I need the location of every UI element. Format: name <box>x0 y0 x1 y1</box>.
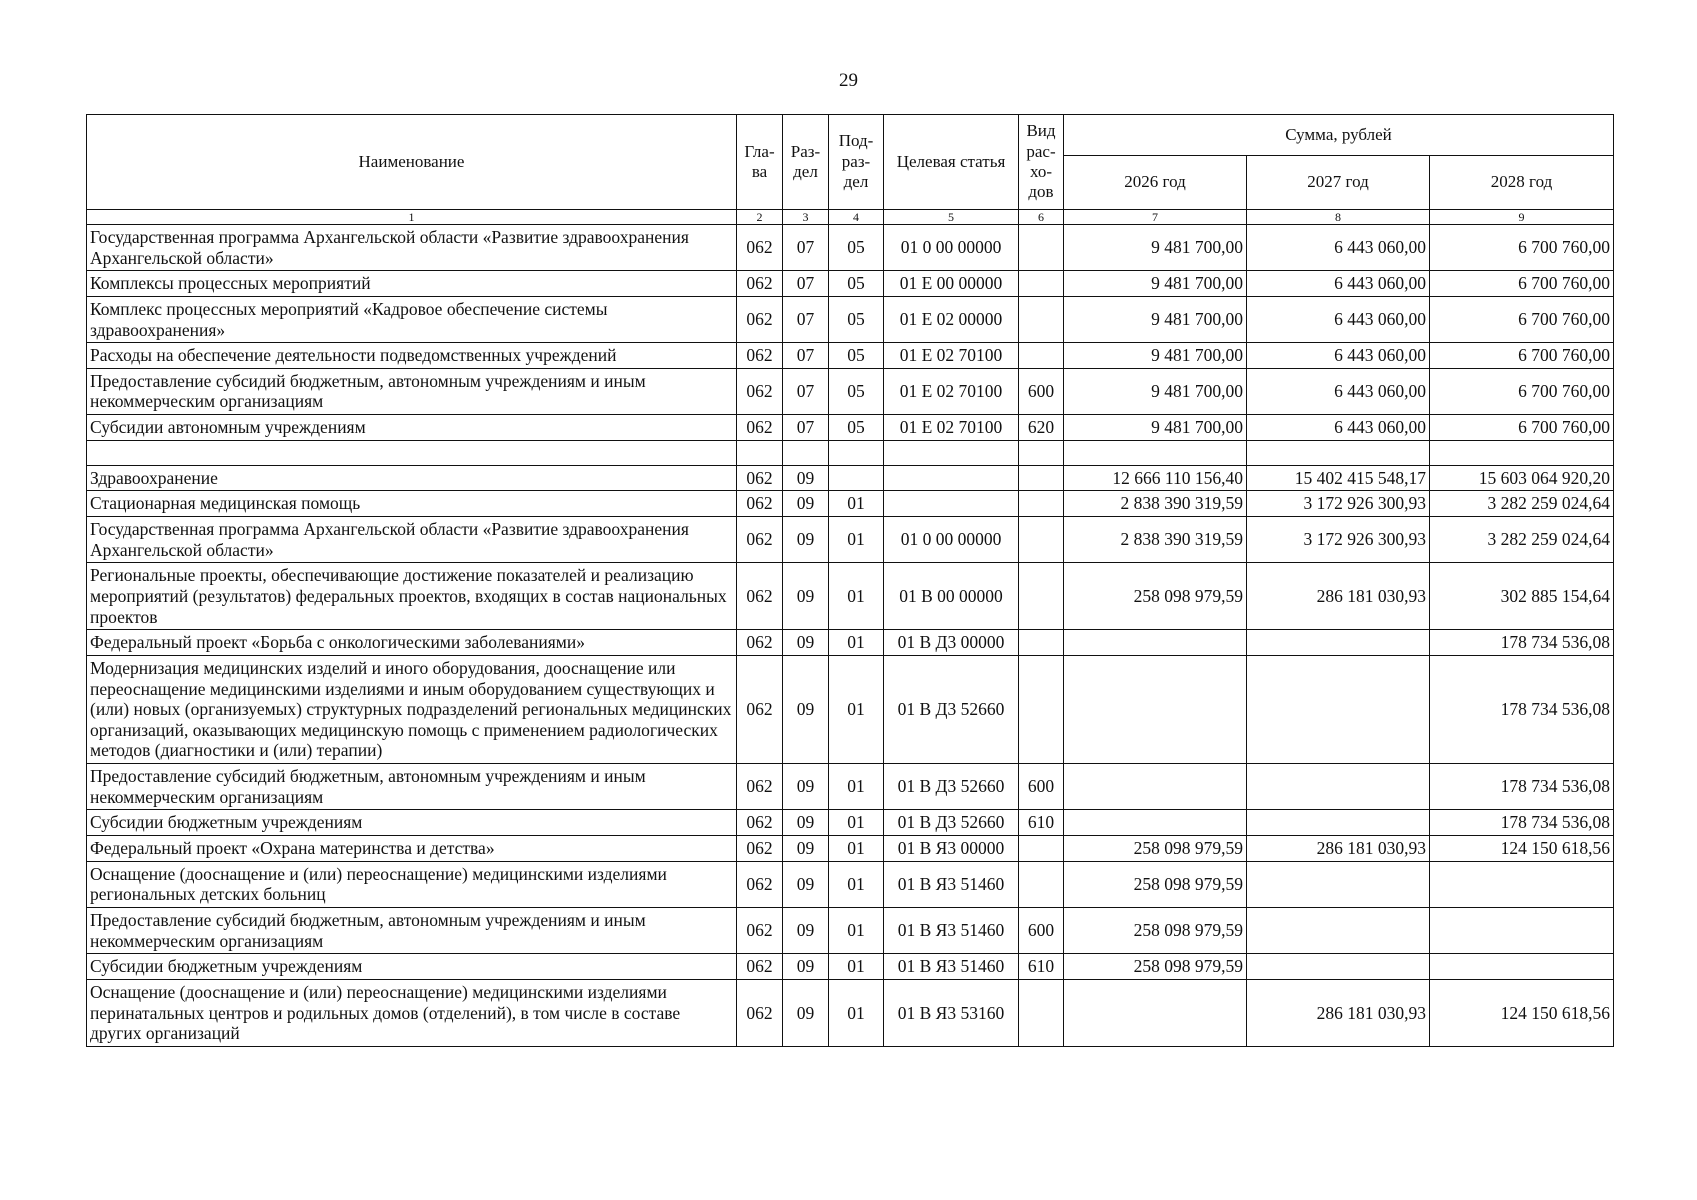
row-glava: 062 <box>737 415 783 441</box>
row-celevaya-statya: 01 В Д3 52660 <box>884 764 1019 810</box>
col-number: 7 <box>1064 210 1247 225</box>
col-number: 6 <box>1019 210 1064 225</box>
budget-table <box>86 114 1614 1047</box>
row-podrazdel: 05 <box>829 415 884 441</box>
row-sum-2026: 9 481 700,00 <box>1064 271 1247 297</box>
row-razdel: 07 <box>783 343 829 369</box>
row-vid-rashodov <box>1019 630 1064 656</box>
row-sum-2027 <box>1247 764 1430 810</box>
row-glava: 062 <box>737 954 783 980</box>
row-glava: 062 <box>737 343 783 369</box>
table-row <box>87 563 1614 630</box>
row-podrazdel: 01 <box>829 810 884 836</box>
row-sum-2027: 6 443 060,00 <box>1247 415 1430 441</box>
row-sum-2026: 2 838 390 319,59 <box>1064 491 1247 517</box>
row-glava: 062 <box>737 861 783 907</box>
row-name: Стационарная медицинская помощь <box>87 491 737 517</box>
row-sum-2026: 258 098 979,59 <box>1064 907 1247 953</box>
row-celevaya-statya: 01 В Я3 51460 <box>884 907 1019 953</box>
row-glava: 062 <box>737 517 783 563</box>
row-glava: 062 <box>737 630 783 656</box>
row-celevaya-statya: 01 В Д3 52660 <box>884 655 1019 763</box>
row-name: Предоставление субсидий бюджетным, автономным учреждениям и иным некоммерческим организациям <box>87 907 737 953</box>
row-razdel: 09 <box>783 491 829 517</box>
row-glava: 062 <box>737 810 783 836</box>
table-row <box>87 225 1614 271</box>
row-glava: 062 <box>737 655 783 763</box>
table-row <box>87 491 1614 517</box>
table-row <box>87 465 1614 491</box>
row-vid-rashodov <box>1019 343 1064 369</box>
row-podrazdel: 05 <box>829 296 884 342</box>
row-name: Комплекс процессных мероприятий «Кадровое обеспечение системы здравоохранения» <box>87 296 737 342</box>
row-sum-2026: 258 098 979,59 <box>1064 563 1247 630</box>
row-celevaya-statya: 01 В Я3 00000 <box>884 836 1019 862</box>
row-razdel: 09 <box>783 836 829 862</box>
row-celevaya-statya: 01 0 00 00000 <box>884 225 1019 271</box>
row-glava: 062 <box>737 764 783 810</box>
page-number: 29 <box>839 70 858 91</box>
row-name <box>87 440 737 465</box>
row-vid-rashodov <box>1019 271 1064 297</box>
row-celevaya-statya: 01 В Я3 53160 <box>884 979 1019 1046</box>
header-glava: Гла-ва <box>737 115 783 210</box>
row-sum-2028: 6 700 760,00 <box>1430 225 1614 271</box>
table-body <box>87 225 1614 1047</box>
row-name: Оснащение (дооснащение и (или) переоснащение) медицинскими изделиями региональных детских больниц <box>87 861 737 907</box>
row-vid-rashodov: 600 <box>1019 368 1064 414</box>
row-vid-rashodov <box>1019 465 1064 491</box>
row-razdel: 07 <box>783 271 829 297</box>
table-row <box>87 764 1614 810</box>
row-podrazdel: 05 <box>829 271 884 297</box>
row-vid-rashodov <box>1019 563 1064 630</box>
row-podrazdel: 05 <box>829 343 884 369</box>
row-name: Государственная программа Архангельской области «Развитие здравоохранения Архангельской области» <box>87 225 737 271</box>
table-row <box>87 440 1614 465</box>
row-sum-2028: 6 700 760,00 <box>1430 343 1614 369</box>
row-name: Оснащение (дооснащение и (или) переоснащение) медицинскими изделиями перинатальных центров и родильных домов (отделений), в том числе в составе других организаций <box>87 979 737 1046</box>
table-row <box>87 836 1614 862</box>
row-vid-rashodov <box>1019 225 1064 271</box>
row-name: Федеральный проект «Борьба с онкологическими заболеваниями» <box>87 630 737 656</box>
row-celevaya-statya: 01 В Я3 51460 <box>884 954 1019 980</box>
row-razdel: 07 <box>783 368 829 414</box>
row-glava: 062 <box>737 271 783 297</box>
table-row <box>87 979 1614 1046</box>
row-sum-2027: 15 402 415 548,17 <box>1247 465 1430 491</box>
row-sum-2027: 6 443 060,00 <box>1247 225 1430 271</box>
row-sum-2028 <box>1430 907 1614 953</box>
row-sum-2028: 6 700 760,00 <box>1430 271 1614 297</box>
row-sum-2027: 6 443 060,00 <box>1247 296 1430 342</box>
table-row <box>87 368 1614 414</box>
row-name: Расходы на обеспечение деятельности подведомственных учреждений <box>87 343 737 369</box>
row-sum-2026: 9 481 700,00 <box>1064 225 1247 271</box>
row-sum-2026 <box>1064 810 1247 836</box>
column-numbers-row <box>87 210 1614 225</box>
row-podrazdel <box>829 465 884 491</box>
table-row <box>87 655 1614 763</box>
row-name: Федеральный проект «Охрана материнства и детства» <box>87 836 737 862</box>
row-sum-2028: 302 885 154,64 <box>1430 563 1614 630</box>
row-vid-rashodov <box>1019 979 1064 1046</box>
row-vid-rashodov <box>1019 836 1064 862</box>
row-razdel <box>783 440 829 465</box>
row-podrazdel: 01 <box>829 630 884 656</box>
row-vid-rashodov <box>1019 655 1064 763</box>
row-name: Субсидии автономным учреждениям <box>87 415 737 441</box>
row-sum-2028: 124 150 618,56 <box>1430 836 1614 862</box>
row-sum-2027: 3 172 926 300,93 <box>1247 491 1430 517</box>
row-razdel: 09 <box>783 563 829 630</box>
row-podrazdel: 01 <box>829 491 884 517</box>
row-sum-2027: 286 181 030,93 <box>1247 836 1430 862</box>
row-name: Здравоохранение <box>87 465 737 491</box>
row-sum-2028: 124 150 618,56 <box>1430 979 1614 1046</box>
row-glava: 062 <box>737 225 783 271</box>
header-celevaya-statya: Целевая статья <box>884 115 1019 210</box>
row-podrazdel <box>829 440 884 465</box>
header-podrazdel: Под-раз-дел <box>829 115 884 210</box>
row-sum-2028 <box>1430 861 1614 907</box>
row-podrazdel: 01 <box>829 907 884 953</box>
row-glava: 062 <box>737 296 783 342</box>
col-number: 9 <box>1430 210 1614 225</box>
row-sum-2028: 15 603 064 920,20 <box>1430 465 1614 491</box>
table-row <box>87 415 1614 441</box>
row-celevaya-statya <box>884 440 1019 465</box>
row-sum-2028: 3 282 259 024,64 <box>1430 517 1614 563</box>
row-sum-2026: 12 666 110 156,40 <box>1064 465 1247 491</box>
row-podrazdel: 01 <box>829 764 884 810</box>
col-number: 5 <box>884 210 1019 225</box>
row-sum-2027: 6 443 060,00 <box>1247 271 1430 297</box>
col-number: 2 <box>737 210 783 225</box>
row-razdel: 07 <box>783 225 829 271</box>
table-row <box>87 861 1614 907</box>
row-sum-2028: 178 734 536,08 <box>1430 655 1614 763</box>
row-sum-2026 <box>1064 630 1247 656</box>
row-vid-rashodov <box>1019 861 1064 907</box>
row-razdel: 07 <box>783 415 829 441</box>
row-vid-rashodov: 600 <box>1019 764 1064 810</box>
row-celevaya-statya: 01 В Д3 52660 <box>884 810 1019 836</box>
row-sum-2028: 178 734 536,08 <box>1430 810 1614 836</box>
row-sum-2026: 258 098 979,59 <box>1064 861 1247 907</box>
row-razdel: 09 <box>783 861 829 907</box>
table-row <box>87 271 1614 297</box>
row-name: Предоставление субсидий бюджетным, автономным учреждениям и иным некоммерческим организациям <box>87 368 737 414</box>
row-razdel: 09 <box>783 465 829 491</box>
row-sum-2028: 6 700 760,00 <box>1430 415 1614 441</box>
header-year-2026: 2026 год <box>1064 156 1247 210</box>
row-razdel: 09 <box>783 517 829 563</box>
row-sum-2026: 9 481 700,00 <box>1064 415 1247 441</box>
row-sum-2027 <box>1247 907 1430 953</box>
row-sum-2027 <box>1247 954 1430 980</box>
row-sum-2027: 6 443 060,00 <box>1247 343 1430 369</box>
row-sum-2028: 178 734 536,08 <box>1430 764 1614 810</box>
row-celevaya-statya <box>884 491 1019 517</box>
row-name: Региональные проекты, обеспечивающие достижение показателей и реализацию мероприятий (результатов) федеральных проектов, входящих в состав национальных проектов <box>87 563 737 630</box>
table-row <box>87 517 1614 563</box>
row-razdel: 09 <box>783 655 829 763</box>
table-row <box>87 954 1614 980</box>
row-podrazdel: 01 <box>829 655 884 763</box>
table-row <box>87 630 1614 656</box>
col-number: 1 <box>87 210 737 225</box>
row-sum-2028 <box>1430 954 1614 980</box>
row-razdel: 09 <box>783 979 829 1046</box>
row-celevaya-statya: 01 Е 00 00000 <box>884 271 1019 297</box>
col-number: 3 <box>783 210 829 225</box>
row-sum-2027 <box>1247 810 1430 836</box>
row-podrazdel: 01 <box>829 861 884 907</box>
row-razdel: 09 <box>783 907 829 953</box>
header-year-2027: 2027 год <box>1247 156 1430 210</box>
row-sum-2026: 9 481 700,00 <box>1064 368 1247 414</box>
row-sum-2026 <box>1064 655 1247 763</box>
row-vid-rashodov: 610 <box>1019 810 1064 836</box>
row-sum-2027: 286 181 030,93 <box>1247 563 1430 630</box>
row-vid-rashodov: 610 <box>1019 954 1064 980</box>
row-sum-2028: 6 700 760,00 <box>1430 296 1614 342</box>
header-vid-rashodov: Вид рас-хо-дов <box>1019 115 1064 210</box>
row-celevaya-statya: 01 Е 02 70100 <box>884 415 1019 441</box>
table-row <box>87 810 1614 836</box>
row-sum-2027 <box>1247 630 1430 656</box>
row-glava: 062 <box>737 979 783 1046</box>
row-celevaya-statya: 01 Е 02 70100 <box>884 368 1019 414</box>
row-razdel: 09 <box>783 630 829 656</box>
header-razdel: Раз-дел <box>783 115 829 210</box>
row-sum-2026 <box>1064 764 1247 810</box>
col-number: 8 <box>1247 210 1430 225</box>
header-name: Наименование <box>87 115 737 210</box>
row-sum-2027 <box>1247 440 1430 465</box>
row-podrazdel: 01 <box>829 836 884 862</box>
row-celevaya-statya: 01 В Д3 00000 <box>884 630 1019 656</box>
row-glava: 062 <box>737 836 783 862</box>
row-celevaya-statya: 01 В Я3 51460 <box>884 861 1019 907</box>
row-sum-2026: 258 098 979,59 <box>1064 954 1247 980</box>
row-sum-2028: 6 700 760,00 <box>1430 368 1614 414</box>
row-sum-2028: 178 734 536,08 <box>1430 630 1614 656</box>
table-row <box>87 907 1614 953</box>
row-sum-2027: 286 181 030,93 <box>1247 979 1430 1046</box>
row-vid-rashodov <box>1019 440 1064 465</box>
row-sum-2026: 258 098 979,59 <box>1064 836 1247 862</box>
row-name: Модернизация медицинских изделий и иного оборудования, дооснащение или переоснащение медицинскими изделиями и иным оборудованием существующих и (или) новых (организуемых) структурных подразделений региональных медицинских организаций, оказывающих медицинскую помощь с применением радиологических методов (диагностики и (или) терапии) <box>87 655 737 763</box>
row-sum-2027: 6 443 060,00 <box>1247 368 1430 414</box>
row-razdel: 07 <box>783 296 829 342</box>
row-celevaya-statya: 01 0 00 00000 <box>884 517 1019 563</box>
row-celevaya-statya: 01 Е 02 00000 <box>884 296 1019 342</box>
row-sum-2028: 3 282 259 024,64 <box>1430 491 1614 517</box>
table-row <box>87 343 1614 369</box>
row-sum-2028 <box>1430 440 1614 465</box>
row-podrazdel: 05 <box>829 368 884 414</box>
row-razdel: 09 <box>783 764 829 810</box>
col-number: 4 <box>829 210 884 225</box>
row-vid-rashodov: 620 <box>1019 415 1064 441</box>
row-razdel: 09 <box>783 954 829 980</box>
row-sum-2026: 9 481 700,00 <box>1064 343 1247 369</box>
row-vid-rashodov <box>1019 491 1064 517</box>
row-podrazdel: 05 <box>829 225 884 271</box>
row-podrazdel: 01 <box>829 563 884 630</box>
row-podrazdel: 01 <box>829 979 884 1046</box>
table-row <box>87 296 1614 342</box>
row-name: Предоставление субсидий бюджетным, автономным учреждениям и иным некоммерческим организациям <box>87 764 737 810</box>
row-sum-2026: 2 838 390 319,59 <box>1064 517 1247 563</box>
row-podrazdel: 01 <box>829 954 884 980</box>
header-summa: Сумма, рублей <box>1064 115 1614 156</box>
row-razdel: 09 <box>783 810 829 836</box>
row-name: Государственная программа Архангельской области «Развитие здравоохранения Архангельской области» <box>87 517 737 563</box>
header-row <box>87 115 1614 156</box>
row-vid-rashodov <box>1019 296 1064 342</box>
row-name: Комплексы процессных мероприятий <box>87 271 737 297</box>
row-glava <box>737 440 783 465</box>
row-vid-rashodov <box>1019 517 1064 563</box>
row-sum-2027 <box>1247 655 1430 763</box>
row-podrazdel: 01 <box>829 517 884 563</box>
row-name: Субсидии бюджетным учреждениям <box>87 954 737 980</box>
row-glava: 062 <box>737 563 783 630</box>
row-vid-rashodov: 600 <box>1019 907 1064 953</box>
row-celevaya-statya: 01 Е 02 70100 <box>884 343 1019 369</box>
row-sum-2026: 9 481 700,00 <box>1064 296 1247 342</box>
row-glava: 062 <box>737 368 783 414</box>
row-glava: 062 <box>737 465 783 491</box>
row-glava: 062 <box>737 907 783 953</box>
row-sum-2026 <box>1064 979 1247 1046</box>
row-glava: 062 <box>737 491 783 517</box>
header-year-2028: 2028 год <box>1430 156 1614 210</box>
row-sum-2027: 3 172 926 300,93 <box>1247 517 1430 563</box>
row-sum-2026 <box>1064 440 1247 465</box>
row-celevaya-statya <box>884 465 1019 491</box>
row-celevaya-statya: 01 В 00 00000 <box>884 563 1019 630</box>
row-sum-2027 <box>1247 861 1430 907</box>
row-name: Субсидии бюджетным учреждениям <box>87 810 737 836</box>
